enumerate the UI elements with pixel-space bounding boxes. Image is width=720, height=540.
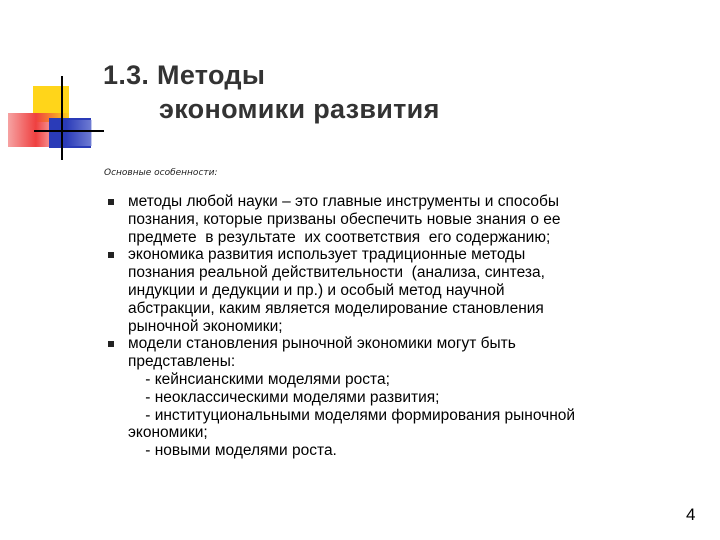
bullet-square-icon: [108, 341, 114, 347]
horizontal-line: [34, 130, 104, 132]
bullet-square-icon: [108, 199, 114, 205]
list-item: [108, 193, 668, 246]
bullet-text: экономика развития использует традиционные методы познания реальной действительности (анализа, синтеза, индукции и дедукции и пр.) и особый метод научной абстракции, каким является моделирование становления рыночной экономики;: [128, 246, 545, 335]
page-number: 4: [686, 505, 696, 524]
slide-title: [103, 58, 703, 126]
bullet-list: [108, 193, 668, 460]
title-line-2: экономики развития: [159, 94, 440, 124]
title-line-1: 1.3. Методы: [103, 60, 266, 90]
list-item: [108, 335, 668, 460]
slide-subtitle: Основные особенности:: [104, 168, 218, 178]
vertical-line: [61, 76, 63, 160]
bullet-text: модели становления рыночной экономики могут быть представлены: - кейнсианскими моделями роста; - неоклассическими моделями развития; - институциональными моделями формирования рыночной экономики; - новыми моделями роста.: [128, 335, 576, 460]
blue-square-fade: [66, 120, 92, 146]
bullet-square-icon: [108, 252, 114, 258]
bullet-text: методы любой науки – это главные инструменты и способы познания, которые призваны обеспечить новые знания о ее предмете в результате их соответствия его содержанию;: [128, 193, 561, 246]
list-item: [108, 246, 668, 335]
